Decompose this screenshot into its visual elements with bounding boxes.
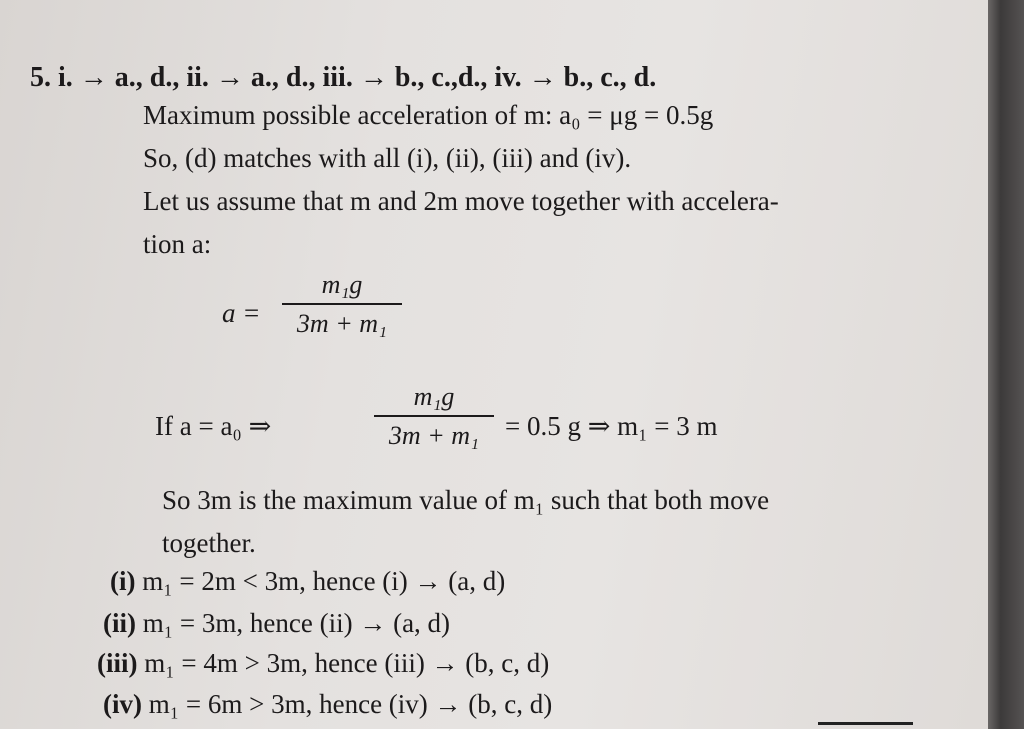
- assumption-line-cont: tion a:: [143, 229, 212, 259]
- answer-header: 5. i. → a., d., ii. → a., d., iii. → b., c.,d., iv. → b., c., d.: [30, 62, 657, 93]
- eq2-denominator: 3m + m₁: [388, 421, 480, 450]
- assumption-line: Let us assume that m and 2m move together with accelera-: [143, 186, 779, 216]
- conclusion-line-cont: together.: [162, 528, 256, 558]
- case-ii: [103, 608, 450, 638]
- case-text: m₁ = 3m, hence (ii) → (a, d): [142, 608, 451, 638]
- eq1-numerator: m₁g: [321, 270, 363, 299]
- eq2-numerator: m₁g: [413, 382, 455, 411]
- eq1-fraction: [282, 270, 402, 339]
- case-text: m₁ = 4m > 3m, hence (iii) → (b, c, d): [144, 648, 550, 678]
- eq2-condition: If a = a₀ ⇒: [155, 411, 272, 441]
- book-spine-edge: [988, 0, 1024, 729]
- case-text: m₁ = 2m < 3m, hence (i) → (a, d): [142, 566, 506, 596]
- case-iv: [103, 689, 552, 719]
- eq1-lhs: a =: [222, 298, 261, 328]
- eq1-fraction-bar: [282, 303, 402, 305]
- case-text: m₁ = 6m > 3m, hence (iv) → (b, c, d): [148, 689, 553, 719]
- eq2-fraction-bar: [374, 415, 494, 417]
- max-acceleration-line: Maximum possible acceleration of m: a₀ = μg = 0.5g: [143, 100, 714, 130]
- case-label: (iii): [97, 648, 138, 678]
- case-i: [110, 566, 505, 596]
- case-label: (iv): [103, 689, 142, 719]
- case-label: (i): [110, 566, 136, 596]
- eq1-denominator: 3m + m₁: [296, 309, 388, 338]
- conclusion-line: So 3m is the maximum value of m₁ such that both move: [162, 485, 770, 515]
- case-iii: [97, 648, 549, 678]
- bottom-rule: [818, 722, 913, 725]
- eq2-fraction: [374, 382, 494, 451]
- case-label: (ii): [103, 608, 136, 638]
- eq2-result: = 0.5 g ⇒ m₁ = 3 m: [505, 411, 718, 441]
- matches-line: So, (d) matches with all (i), (ii), (iii) and (iv).: [143, 143, 632, 173]
